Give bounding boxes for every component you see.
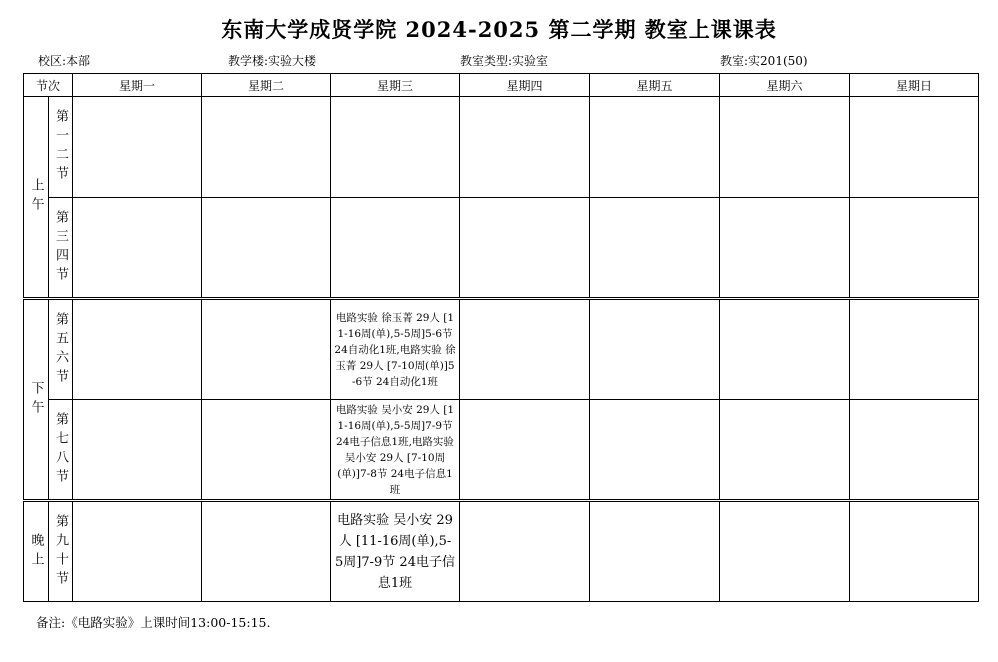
building-label: 教学楼:实验大楼 bbox=[228, 54, 317, 68]
timetable-cell bbox=[590, 501, 720, 602]
header-row bbox=[24, 74, 979, 97]
timetable-cell bbox=[331, 198, 460, 299]
period-row-78 bbox=[24, 400, 979, 501]
evening-label: 晚上 bbox=[28, 532, 44, 571]
course-wed-78: 电路实验 吴小安 29人 [11-16周(单),5-5周]7-9节 24电子信息1班,电路实验 吴小安 29人 [7-10周(单)]7-8节 24电子信息1班 bbox=[335, 403, 455, 496]
period-12-label: 第一二节 bbox=[53, 109, 68, 185]
timetable-cell bbox=[73, 400, 202, 501]
timetable-cell bbox=[331, 97, 460, 198]
evening-label-cell bbox=[24, 501, 49, 602]
period-34-label: 第三四节 bbox=[53, 209, 68, 286]
timetable-cell bbox=[850, 198, 979, 299]
course-wed-56: 电路实验 徐玉菁 29人 [11-16周(单),5-5周]5-6节 24自动化1班,电路实验 徐玉菁 29人 [7-10周(单)]5-6节 24自动化1班 bbox=[334, 311, 456, 388]
timetable-cell bbox=[73, 299, 202, 400]
timetable-cell bbox=[460, 501, 590, 602]
day-header: 星期三 bbox=[331, 74, 460, 97]
period-label-cell bbox=[49, 299, 73, 400]
timetable-cell bbox=[202, 198, 331, 299]
timetable-cell bbox=[460, 97, 590, 198]
page-title: 东南大学成贤学院 2024-2025 第二学期 教室上课课表 bbox=[221, 17, 777, 42]
timetable-cell bbox=[73, 501, 202, 602]
timetable-cell bbox=[590, 400, 720, 501]
timetable-cell bbox=[73, 198, 202, 299]
timetable-cell bbox=[590, 299, 720, 400]
room-label: 教室:实201(50) bbox=[720, 54, 808, 68]
period-row-910 bbox=[24, 501, 979, 602]
course-cell bbox=[331, 501, 460, 602]
period-label-cell bbox=[49, 400, 73, 501]
afternoon-label: 下午 bbox=[28, 380, 44, 419]
day-header: 星期二 bbox=[202, 74, 331, 97]
timetable-cell bbox=[850, 400, 979, 501]
timetable bbox=[23, 73, 979, 602]
timetable-cell bbox=[202, 97, 331, 198]
timetable-cell bbox=[590, 97, 720, 198]
course-wed-910: 电路实验 吴小安 29人 [11-16周(单),5-5周]7-9节 24电子信息1班 bbox=[335, 512, 455, 591]
course-cell bbox=[331, 299, 460, 400]
timetable-cell bbox=[460, 198, 590, 299]
timetable-cell bbox=[720, 97, 850, 198]
timetable-cell bbox=[460, 400, 590, 501]
day-header: 星期日 bbox=[850, 74, 979, 97]
timetable-cell bbox=[720, 299, 850, 400]
timetable-cell bbox=[460, 299, 590, 400]
period-row-56 bbox=[24, 299, 979, 400]
campus-label: 校区:本部 bbox=[38, 54, 91, 68]
timetable-cell bbox=[202, 501, 331, 602]
timetable-cell bbox=[202, 299, 331, 400]
timetable-cell bbox=[73, 97, 202, 198]
afternoon-label-cell bbox=[24, 299, 49, 501]
period-label-cell bbox=[49, 198, 73, 299]
timetable-cell bbox=[720, 198, 850, 299]
timetable-cell bbox=[590, 198, 720, 299]
course-cell bbox=[331, 400, 460, 501]
timetable-cell bbox=[202, 400, 331, 501]
timetable-cell bbox=[850, 97, 979, 198]
morning-label: 上午 bbox=[28, 178, 44, 216]
day-header: 星期一 bbox=[73, 74, 202, 97]
day-header: 星期六 bbox=[720, 74, 850, 97]
day-header: 星期五 bbox=[590, 74, 720, 97]
timetable-cell bbox=[850, 299, 979, 400]
section-header: 节次 bbox=[24, 74, 73, 97]
period-row-12 bbox=[24, 97, 979, 198]
period-56-label: 第五六节 bbox=[53, 311, 68, 388]
room-type-label: 教室类型:实验室 bbox=[460, 54, 549, 68]
morning-label-cell bbox=[24, 97, 49, 299]
footnote: 备注:《电路实验》上课时间13:00-15:15. bbox=[36, 615, 271, 630]
period-row-34 bbox=[24, 198, 979, 299]
timetable-cell bbox=[720, 400, 850, 501]
period-label-cell bbox=[49, 501, 73, 602]
period-78-label: 第七八节 bbox=[53, 411, 68, 488]
period-label-cell bbox=[49, 97, 73, 198]
timetable-cell bbox=[720, 501, 850, 602]
day-header: 星期四 bbox=[460, 74, 590, 97]
period-910-label: 第九十节 bbox=[53, 513, 68, 590]
timetable-cell bbox=[850, 501, 979, 602]
